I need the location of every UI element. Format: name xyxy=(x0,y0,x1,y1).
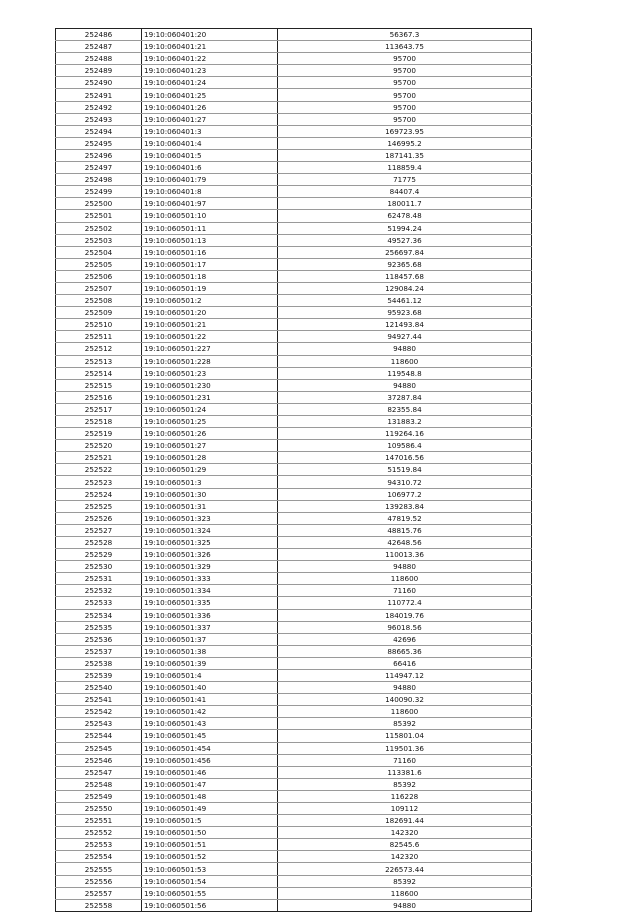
row-id-cell: 252550 xyxy=(56,803,142,815)
value-cell: 71160 xyxy=(278,585,532,597)
table-row xyxy=(56,706,532,718)
cadastral-number-cell: 19:10:060501:55 xyxy=(142,887,278,899)
value-cell: 118600 xyxy=(278,573,532,585)
value-cell: 94880 xyxy=(278,379,532,391)
table-row xyxy=(56,657,532,669)
value-cell: 47819.52 xyxy=(278,512,532,524)
table-row xyxy=(56,609,532,621)
row-id-cell: 252519 xyxy=(56,428,142,440)
cadastral-number-cell: 19:10:060401:25 xyxy=(142,89,278,101)
table-row xyxy=(56,246,532,258)
table-row xyxy=(56,512,532,524)
cadastral-number-cell: 19:10:060501:16 xyxy=(142,246,278,258)
table-row xyxy=(56,742,532,754)
table-row xyxy=(56,718,532,730)
cadastral-number-cell: 19:10:060401:27 xyxy=(142,113,278,125)
row-id-cell: 252537 xyxy=(56,645,142,657)
value-cell: 115801.04 xyxy=(278,730,532,742)
value-cell: 142320 xyxy=(278,851,532,863)
row-id-cell: 252548 xyxy=(56,778,142,790)
value-cell: 110013.36 xyxy=(278,549,532,561)
value-cell: 54461.12 xyxy=(278,295,532,307)
table-row xyxy=(56,295,532,307)
cadastral-number-cell: 19:10:060501:17 xyxy=(142,258,278,270)
row-id-cell: 252553 xyxy=(56,839,142,851)
value-cell: 85392 xyxy=(278,778,532,790)
row-id-cell: 252511 xyxy=(56,331,142,343)
cadastral-number-cell: 19:10:060501:38 xyxy=(142,645,278,657)
table-row xyxy=(56,778,532,790)
row-id-cell: 252493 xyxy=(56,113,142,125)
row-id-cell: 252496 xyxy=(56,149,142,161)
table-row xyxy=(56,319,532,331)
value-cell: 118600 xyxy=(278,355,532,367)
table-row xyxy=(56,53,532,65)
cadastral-number-cell: 19:10:060501:52 xyxy=(142,851,278,863)
table-row xyxy=(56,573,532,585)
row-id-cell: 252542 xyxy=(56,706,142,718)
table-row xyxy=(56,815,532,827)
row-id-cell: 252551 xyxy=(56,815,142,827)
cadastral-number-cell: 19:10:060501:323 xyxy=(142,512,278,524)
row-id-cell: 252486 xyxy=(56,29,142,41)
cadastral-number-cell: 19:10:060501:336 xyxy=(142,609,278,621)
cadastral-number-cell: 19:10:060401:21 xyxy=(142,41,278,53)
row-id-cell: 252515 xyxy=(56,379,142,391)
row-id-cell: 252503 xyxy=(56,234,142,246)
table-row xyxy=(56,440,532,452)
value-cell: 182691.44 xyxy=(278,815,532,827)
cadastral-number-cell: 19:10:060501:39 xyxy=(142,657,278,669)
table-row xyxy=(56,549,532,561)
cadastral-number-cell: 19:10:060501:3 xyxy=(142,476,278,488)
table-row xyxy=(56,476,532,488)
value-cell: 48815.76 xyxy=(278,524,532,536)
value-cell: 94927.44 xyxy=(278,331,532,343)
cadastral-number-cell: 19:10:060501:25 xyxy=(142,416,278,428)
cadastral-number-cell: 19:10:060501:20 xyxy=(142,307,278,319)
value-cell: 88665.36 xyxy=(278,645,532,657)
table-row xyxy=(56,839,532,851)
cadastral-number-cell: 19:10:060501:42 xyxy=(142,706,278,718)
table-row xyxy=(56,536,532,548)
row-id-cell: 252520 xyxy=(56,440,142,452)
value-cell: 113643.75 xyxy=(278,41,532,53)
row-id-cell: 252508 xyxy=(56,295,142,307)
table-row xyxy=(56,597,532,609)
row-id-cell: 252524 xyxy=(56,488,142,500)
cadastral-number-cell: 19:10:060501:19 xyxy=(142,282,278,294)
value-cell: 118600 xyxy=(278,887,532,899)
row-id-cell: 252523 xyxy=(56,476,142,488)
table-row xyxy=(56,234,532,246)
value-cell: 96018.56 xyxy=(278,621,532,633)
row-id-cell: 252555 xyxy=(56,863,142,875)
value-cell: 71775 xyxy=(278,174,532,186)
cadastral-number-cell: 19:10:060501:45 xyxy=(142,730,278,742)
row-id-cell: 252490 xyxy=(56,77,142,89)
cadastral-number-cell: 19:10:060401:5 xyxy=(142,149,278,161)
row-id-cell: 252538 xyxy=(56,657,142,669)
value-cell: 180011.7 xyxy=(278,198,532,210)
row-id-cell: 252507 xyxy=(56,282,142,294)
value-cell: 37287.84 xyxy=(278,391,532,403)
value-cell: 49527.36 xyxy=(278,234,532,246)
row-id-cell: 252505 xyxy=(56,258,142,270)
cadastral-number-cell: 19:10:060501:26 xyxy=(142,428,278,440)
value-cell: 106977.2 xyxy=(278,488,532,500)
cadastral-number-cell: 19:10:060501:56 xyxy=(142,899,278,911)
table-row xyxy=(56,669,532,681)
table-row xyxy=(56,113,532,125)
row-id-cell: 252513 xyxy=(56,355,142,367)
cadastral-number-cell: 19:10:060501:326 xyxy=(142,549,278,561)
cadastral-number-cell: 19:10:060501:325 xyxy=(142,536,278,548)
row-id-cell: 252532 xyxy=(56,585,142,597)
table-row xyxy=(56,174,532,186)
row-id-cell: 252510 xyxy=(56,319,142,331)
value-cell: 84407.4 xyxy=(278,186,532,198)
cadastral-number-cell: 19:10:060501:10 xyxy=(142,210,278,222)
table-row xyxy=(56,645,532,657)
table-row xyxy=(56,863,532,875)
table-row xyxy=(56,210,532,222)
table-row xyxy=(56,41,532,53)
row-id-cell: 252494 xyxy=(56,125,142,137)
value-cell: 118457.68 xyxy=(278,270,532,282)
cadastral-number-cell: 19:10:060501:53 xyxy=(142,863,278,875)
cadastral-number-cell: 19:10:060501:37 xyxy=(142,633,278,645)
table-row xyxy=(56,464,532,476)
table-row xyxy=(56,331,532,343)
row-id-cell: 252540 xyxy=(56,682,142,694)
value-cell: 94880 xyxy=(278,899,532,911)
value-cell: 118859.4 xyxy=(278,162,532,174)
row-id-cell: 252533 xyxy=(56,597,142,609)
cadastral-number-cell: 19:10:060501:228 xyxy=(142,355,278,367)
table-row xyxy=(56,766,532,778)
row-id-cell: 252521 xyxy=(56,452,142,464)
row-id-cell: 252516 xyxy=(56,391,142,403)
value-cell: 129084.24 xyxy=(278,282,532,294)
table-row xyxy=(56,186,532,198)
cadastral-number-cell: 19:10:060501:49 xyxy=(142,803,278,815)
value-cell: 256697.84 xyxy=(278,246,532,258)
table-row xyxy=(56,222,532,234)
table-row xyxy=(56,379,532,391)
value-cell: 56367.3 xyxy=(278,29,532,41)
value-cell: 109586.4 xyxy=(278,440,532,452)
value-cell: 66416 xyxy=(278,657,532,669)
value-cell: 82355.84 xyxy=(278,403,532,415)
cadastral-number-cell: 19:10:060501:13 xyxy=(142,234,278,246)
cadastral-number-cell: 19:10:060501:28 xyxy=(142,452,278,464)
cadastral-number-cell: 19:10:060501:40 xyxy=(142,682,278,694)
value-cell: 116228 xyxy=(278,790,532,802)
row-id-cell: 252558 xyxy=(56,899,142,911)
value-cell: 118600 xyxy=(278,706,532,718)
value-cell: 95700 xyxy=(278,89,532,101)
cadastral-number-cell: 19:10:060501:329 xyxy=(142,561,278,573)
value-cell: 71160 xyxy=(278,754,532,766)
value-cell: 110772.4 xyxy=(278,597,532,609)
value-cell: 114947.12 xyxy=(278,669,532,681)
value-cell: 121493.84 xyxy=(278,319,532,331)
row-id-cell: 252514 xyxy=(56,367,142,379)
table-row xyxy=(56,89,532,101)
cadastral-number-cell: 19:10:060401:6 xyxy=(142,162,278,174)
value-cell: 95700 xyxy=(278,77,532,89)
table-row xyxy=(56,488,532,500)
cadastral-number-cell: 19:10:060501:5 xyxy=(142,815,278,827)
table-row xyxy=(56,367,532,379)
cadastral-number-cell: 19:10:060401:20 xyxy=(142,29,278,41)
table-row xyxy=(56,65,532,77)
cadastral-number-cell: 19:10:060401:79 xyxy=(142,174,278,186)
row-id-cell: 252528 xyxy=(56,536,142,548)
row-id-cell: 252529 xyxy=(56,549,142,561)
row-id-cell: 252539 xyxy=(56,669,142,681)
table-row xyxy=(56,77,532,89)
table-row xyxy=(56,633,532,645)
row-id-cell: 252498 xyxy=(56,174,142,186)
cadastral-number-cell: 19:10:060501:47 xyxy=(142,778,278,790)
row-id-cell: 252536 xyxy=(56,633,142,645)
value-cell: 184019.76 xyxy=(278,609,532,621)
row-id-cell: 252492 xyxy=(56,101,142,113)
table-row xyxy=(56,391,532,403)
value-cell: 95923.68 xyxy=(278,307,532,319)
table-row xyxy=(56,875,532,887)
table-row xyxy=(56,149,532,161)
row-id-cell: 252491 xyxy=(56,89,142,101)
table-row xyxy=(56,887,532,899)
cadastral-number-cell: 19:10:060501:29 xyxy=(142,464,278,476)
cadastral-number-cell: 19:10:060501:334 xyxy=(142,585,278,597)
row-id-cell: 252534 xyxy=(56,609,142,621)
table-row xyxy=(56,730,532,742)
value-cell: 42648.56 xyxy=(278,536,532,548)
cadastral-number-cell: 19:10:060501:227 xyxy=(142,343,278,355)
cadastral-number-cell: 19:10:060501:21 xyxy=(142,319,278,331)
cadastral-number-cell: 19:10:060501:43 xyxy=(142,718,278,730)
value-cell: 82545.6 xyxy=(278,839,532,851)
table-row xyxy=(56,101,532,113)
value-cell: 95700 xyxy=(278,53,532,65)
cadastral-number-cell: 19:10:060501:4 xyxy=(142,669,278,681)
cadastral-number-cell: 19:10:060401:8 xyxy=(142,186,278,198)
row-id-cell: 252488 xyxy=(56,53,142,65)
cadastral-number-cell: 19:10:060501:51 xyxy=(142,839,278,851)
row-id-cell: 252525 xyxy=(56,500,142,512)
row-id-cell: 252545 xyxy=(56,742,142,754)
value-cell: 42696 xyxy=(278,633,532,645)
cadastral-number-cell: 19:10:060501:27 xyxy=(142,440,278,452)
table-row xyxy=(56,827,532,839)
value-cell: 139283.84 xyxy=(278,500,532,512)
row-id-cell: 252543 xyxy=(56,718,142,730)
row-id-cell: 252517 xyxy=(56,403,142,415)
row-id-cell: 252554 xyxy=(56,851,142,863)
value-cell: 169723.95 xyxy=(278,125,532,137)
table-row xyxy=(56,682,532,694)
value-cell: 95700 xyxy=(278,101,532,113)
table-row xyxy=(56,258,532,270)
table-row xyxy=(56,694,532,706)
row-id-cell: 252531 xyxy=(56,573,142,585)
cadastral-number-cell: 19:10:060501:230 xyxy=(142,379,278,391)
cadastral-number-cell: 19:10:060501:22 xyxy=(142,331,278,343)
value-cell: 140090.32 xyxy=(278,694,532,706)
table-row xyxy=(56,270,532,282)
cadastral-number-cell: 19:10:060401:97 xyxy=(142,198,278,210)
cadastral-number-cell: 19:10:060501:41 xyxy=(142,694,278,706)
table-row xyxy=(56,307,532,319)
value-cell: 119501.36 xyxy=(278,742,532,754)
row-id-cell: 252502 xyxy=(56,222,142,234)
cadastral-number-cell: 19:10:060501:54 xyxy=(142,875,278,887)
table-row xyxy=(56,452,532,464)
value-cell: 92365.68 xyxy=(278,258,532,270)
cadastral-number-cell: 19:10:060501:456 xyxy=(142,754,278,766)
row-id-cell: 252544 xyxy=(56,730,142,742)
row-id-cell: 252546 xyxy=(56,754,142,766)
cadastral-number-cell: 19:10:060401:26 xyxy=(142,101,278,113)
value-cell: 147016.56 xyxy=(278,452,532,464)
table-row xyxy=(56,198,532,210)
cadastral-number-cell: 19:10:060501:48 xyxy=(142,790,278,802)
value-cell: 85392 xyxy=(278,718,532,730)
value-cell: 94310.72 xyxy=(278,476,532,488)
table-row xyxy=(56,428,532,440)
cadastral-number-cell: 19:10:060501:337 xyxy=(142,621,278,633)
value-cell: 62478.48 xyxy=(278,210,532,222)
value-cell: 94880 xyxy=(278,343,532,355)
data-table-body xyxy=(56,29,532,912)
table-row xyxy=(56,524,532,536)
row-id-cell: 252541 xyxy=(56,694,142,706)
row-id-cell: 252489 xyxy=(56,65,142,77)
value-cell: 95700 xyxy=(278,113,532,125)
row-id-cell: 252497 xyxy=(56,162,142,174)
table-row xyxy=(56,29,532,41)
table-row xyxy=(56,561,532,573)
value-cell: 113381.6 xyxy=(278,766,532,778)
value-cell: 142320 xyxy=(278,827,532,839)
table-row xyxy=(56,754,532,766)
value-cell: 94880 xyxy=(278,561,532,573)
value-cell: 51994.24 xyxy=(278,222,532,234)
table-row xyxy=(56,851,532,863)
table-row xyxy=(56,790,532,802)
cadastral-number-cell: 19:10:060401:23 xyxy=(142,65,278,77)
row-id-cell: 252495 xyxy=(56,137,142,149)
table-row xyxy=(56,137,532,149)
value-cell: 226573.44 xyxy=(278,863,532,875)
table-row xyxy=(56,899,532,911)
table-row xyxy=(56,355,532,367)
data-table xyxy=(55,28,532,912)
row-id-cell: 252556 xyxy=(56,875,142,887)
cadastral-number-cell: 19:10:060401:22 xyxy=(142,53,278,65)
value-cell: 94880 xyxy=(278,682,532,694)
cadastral-number-cell: 19:10:060501:454 xyxy=(142,742,278,754)
value-cell: 187141.35 xyxy=(278,149,532,161)
row-id-cell: 252499 xyxy=(56,186,142,198)
table-row xyxy=(56,403,532,415)
value-cell: 131883.2 xyxy=(278,416,532,428)
row-id-cell: 252549 xyxy=(56,790,142,802)
cadastral-number-cell: 19:10:060501:231 xyxy=(142,391,278,403)
cadastral-number-cell: 19:10:060501:50 xyxy=(142,827,278,839)
value-cell: 95700 xyxy=(278,65,532,77)
cadastral-number-cell: 19:10:060401:3 xyxy=(142,125,278,137)
row-id-cell: 252535 xyxy=(56,621,142,633)
table-row xyxy=(56,621,532,633)
value-cell: 119264.16 xyxy=(278,428,532,440)
cadastral-number-cell: 19:10:060501:30 xyxy=(142,488,278,500)
row-id-cell: 252518 xyxy=(56,416,142,428)
table-row xyxy=(56,803,532,815)
cadastral-number-cell: 19:10:060501:2 xyxy=(142,295,278,307)
row-id-cell: 252500 xyxy=(56,198,142,210)
cadastral-number-cell: 19:10:060501:18 xyxy=(142,270,278,282)
cadastral-number-cell: 19:10:060401:4 xyxy=(142,137,278,149)
cadastral-number-cell: 19:10:060401:24 xyxy=(142,77,278,89)
table-row xyxy=(56,162,532,174)
row-id-cell: 252526 xyxy=(56,512,142,524)
table-row xyxy=(56,343,532,355)
value-cell: 85392 xyxy=(278,875,532,887)
row-id-cell: 252501 xyxy=(56,210,142,222)
row-id-cell: 252530 xyxy=(56,561,142,573)
table-row xyxy=(56,500,532,512)
table-row xyxy=(56,282,532,294)
row-id-cell: 252487 xyxy=(56,41,142,53)
value-cell: 109112 xyxy=(278,803,532,815)
table-row xyxy=(56,416,532,428)
row-id-cell: 252509 xyxy=(56,307,142,319)
table-row xyxy=(56,585,532,597)
cadastral-number-cell: 19:10:060501:31 xyxy=(142,500,278,512)
row-id-cell: 252504 xyxy=(56,246,142,258)
cadastral-number-cell: 19:10:060501:333 xyxy=(142,573,278,585)
cadastral-number-cell: 19:10:060501:46 xyxy=(142,766,278,778)
cadastral-number-cell: 19:10:060501:324 xyxy=(142,524,278,536)
row-id-cell: 252512 xyxy=(56,343,142,355)
row-id-cell: 252557 xyxy=(56,887,142,899)
value-cell: 51519.84 xyxy=(278,464,532,476)
row-id-cell: 252527 xyxy=(56,524,142,536)
cadastral-number-cell: 19:10:060501:24 xyxy=(142,403,278,415)
value-cell: 119548.8 xyxy=(278,367,532,379)
row-id-cell: 252506 xyxy=(56,270,142,282)
row-id-cell: 252547 xyxy=(56,766,142,778)
cadastral-number-cell: 19:10:060501:11 xyxy=(142,222,278,234)
cadastral-number-cell: 19:10:060501:23 xyxy=(142,367,278,379)
value-cell: 146995.2 xyxy=(278,137,532,149)
row-id-cell: 252522 xyxy=(56,464,142,476)
cadastral-number-cell: 19:10:060501:335 xyxy=(142,597,278,609)
row-id-cell: 252552 xyxy=(56,827,142,839)
table-row xyxy=(56,125,532,137)
